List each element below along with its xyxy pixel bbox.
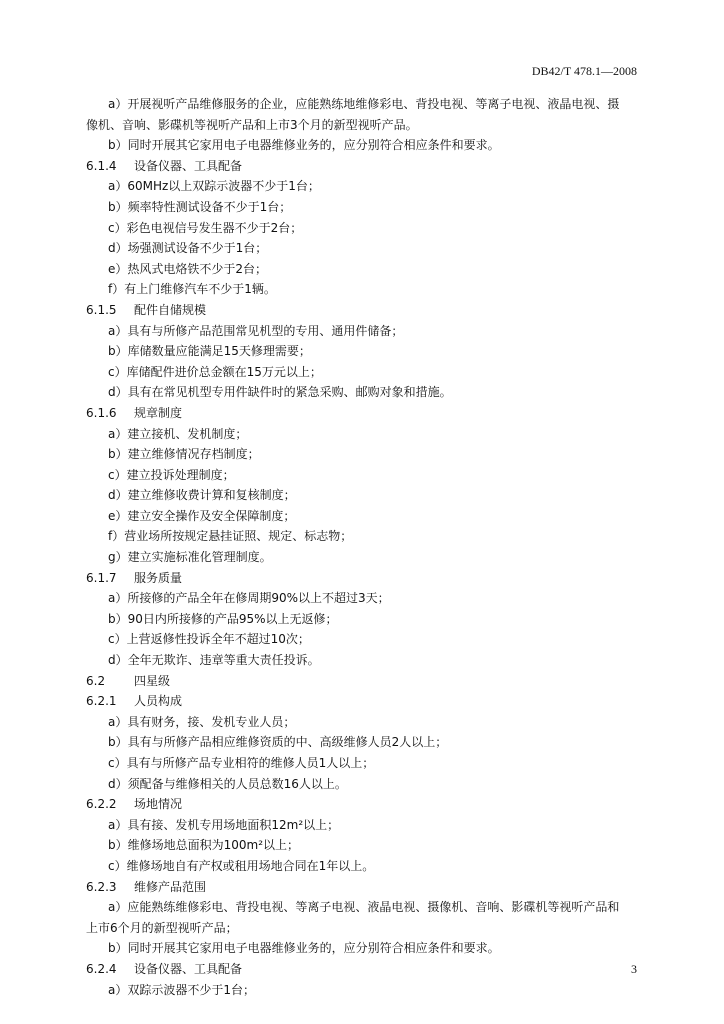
document-code-header: DB42/T 478.1—2008	[531, 64, 637, 78]
section-heading	[86, 959, 656, 980]
list-item: e）建立安全操作及安全保障制度；	[108, 508, 296, 523]
section-heading	[86, 877, 656, 898]
list-item: a）应能熟练维修彩电、背投电视、等离子电视、液晶电视、摄像机、音响、影碟机等视听产品和	[108, 900, 620, 915]
list-item: b）90日内所接修的产品95%以上无返修；	[108, 611, 338, 626]
list-item: a）开展视听产品维修服务的企业，应能熟练地维修彩电、背投电视、等离子电视、液晶电视、摄	[108, 97, 620, 111]
section-title: 规章制度	[134, 405, 183, 420]
list-item: d）须配备与维修相关的人员总数16人以上。	[108, 776, 347, 791]
list-item: f）有上门维修汽车不少于1辆。	[108, 282, 276, 297]
list-item: b）维修场地总面积为100m²以上；	[108, 838, 300, 853]
list-item: a）具有与所修产品范围常见机型的专用、通用件储备；	[108, 323, 404, 338]
list-item: c）上营返修性投诉全年不超过10次；	[108, 632, 310, 647]
list-item: c）彩色电视信号发生器不少于2台；	[108, 220, 303, 235]
section-number: 6.2.1	[86, 694, 117, 709]
list-item: b）库储数量应能满足15天修理需要；	[108, 344, 311, 359]
section-heading	[86, 300, 656, 321]
section-number: 6.2.4	[86, 961, 117, 976]
list-item: c）库储配件进价总金额在15万元以上；	[108, 364, 322, 379]
section-number: 6.1.5	[86, 302, 117, 317]
list-item: b）同时开展其它家用电子电器维修业务的，应分别符合相应条件和要求。	[108, 941, 500, 956]
list-item: d）建立维修收费计算和复核制度；	[108, 488, 296, 503]
section-number: 6.2.2	[86, 797, 117, 812]
list-item: d）全年无欺诈、违章等重大责任投诉。	[108, 653, 320, 668]
list-item: a）具有接、发机专用场地面积12m²以上；	[108, 817, 340, 832]
section-title: 服务质量	[134, 570, 183, 585]
list-item: b）建立维修情况存档制度；	[108, 447, 260, 462]
section-title: 配件自储规模	[134, 302, 207, 317]
list-item: d）具有在常见机型专用件缺件时的紧急采购、邮购对象和措施。	[108, 385, 452, 400]
list-item: d）场强测试设备不少于1台；	[108, 241, 268, 256]
section-heading	[86, 568, 656, 589]
list-item: a）具有财务，接、发机专业人员；	[108, 714, 296, 729]
section-number: 6.1.4	[86, 158, 117, 173]
section-title: 维修产品范围	[134, 879, 207, 894]
list-item: a）双踪示波器不少于1台；	[108, 982, 255, 997]
list-item: b）频率特性测试设备不少于1台；	[108, 199, 292, 214]
section-title: 场地情况	[134, 797, 183, 812]
list-item: c）维修场地自有产权或租用场地合同在1年以上。	[108, 858, 375, 873]
list-item: a）所接修的产品全年在修周期90%以上不超过3天；	[108, 591, 390, 606]
list-item: c）建立投诉处理制度；	[108, 467, 235, 482]
section-title: 设备仪器、工具配备	[134, 961, 243, 976]
list-item: g）建立实施标准化管理制度。	[108, 550, 272, 565]
list-item: e）热风式电烙铁不少于2台；	[108, 261, 268, 276]
section-heading	[86, 671, 656, 692]
section-number: 6.1.7	[86, 570, 117, 585]
section-heading	[86, 691, 656, 712]
list-item-continuation: 像机、音响、影碟机等视听产品和上市3个月的新型视听产品。	[86, 117, 418, 132]
section-heading	[86, 403, 656, 424]
section-title: 四星级	[134, 673, 171, 688]
section-number: 6.2.3	[86, 879, 117, 894]
section-heading	[86, 156, 656, 177]
list-item: b）具有与所修产品相应维修资质的中、高级维修人员2人以上；	[108, 735, 448, 750]
list-item-continuation: 上市6个月的新型视听产品；	[86, 920, 238, 935]
document-body	[86, 94, 656, 1000]
list-item: a）60MHz以上双踪示波器不少于1台；	[108, 179, 320, 194]
list-item: b）同时开展其它家用电子电器维修业务的，应分别符合相应条件和要求。	[108, 138, 500, 153]
section-number: 6.2	[86, 673, 106, 688]
section-title: 人员构成	[134, 694, 183, 709]
list-item: f）营业场所按规定悬挂证照、规定、标志物；	[108, 529, 353, 544]
list-item: c）具有与所修产品专业相符的维修人员1人以上；	[108, 756, 375, 770]
page-number: 3	[631, 962, 637, 976]
section-heading	[86, 794, 656, 815]
list-item: a）建立接机、发机制度；	[108, 426, 248, 441]
section-number: 6.1.6	[86, 405, 117, 420]
section-title: 设备仪器、工具配备	[134, 158, 243, 173]
